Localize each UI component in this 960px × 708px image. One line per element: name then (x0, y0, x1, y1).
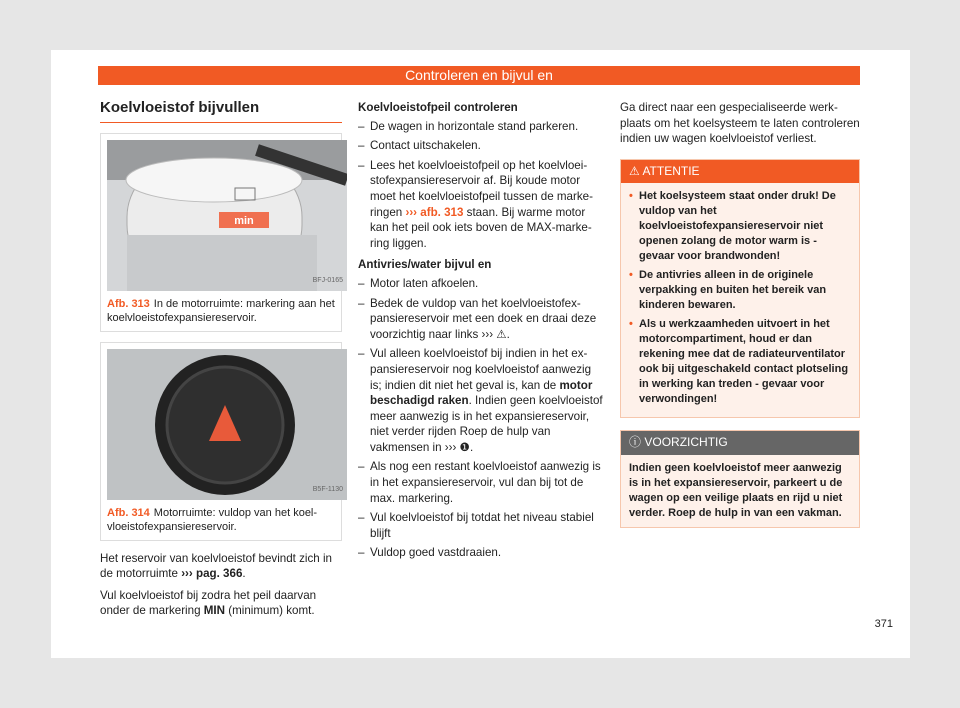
list-item (358, 158, 604, 252)
attentie-body (621, 183, 859, 417)
page-link[interactable]: ››› pag. 366 (181, 567, 243, 581)
list-item: – Vul koelvloeistof bij totdat het niveau stabiel blijft (358, 510, 604, 541)
text: . Indien geen koelvloeistof meer aanwezig is in het expansiereservoir, niet verder rijden Roep de hulp van vakmensen in ››› ❶. (370, 394, 603, 454)
subsection-title: Koelvloeistofpeil controleren (358, 101, 518, 114)
column-right (620, 100, 860, 540)
header-title: Controleren en bijvul en (405, 67, 553, 83)
min-symbol: MIN (203, 604, 226, 618)
page-number: 371 (874, 618, 893, 630)
figure-code: BFJ-0165 (312, 277, 343, 284)
figure-number: Afb. 314 (107, 506, 150, 519)
figure-code: B5F-1130 (312, 486, 343, 493)
figure-caption (107, 506, 335, 534)
attentie-list (629, 189, 851, 407)
list-item: • Als u werkzaamheden uitvoert in het motorcompartiment, houd er dan rekening mee dat de radiateurventilator ook bij uitgeschakeld contact plotseling in werking kan treden - gevaar voor verwondingen! (629, 317, 851, 407)
page-header (98, 66, 860, 85)
subsection-title: Antivries/water bijvul en (358, 258, 492, 272)
list-item: • Het koelsysteem staat onder druk! De vuldop van het koelvloeistofexpansiereservoir niet openen zolang de motor warm is - gevaar voor brandwonden! (629, 189, 851, 264)
caption-text: Motorruimte: vuldop van het koelvloeistofexpansiereservoir. (107, 506, 318, 533)
text: . (242, 567, 246, 581)
paragraph: Ga direct naar een gespecialiseerde werkplaats om het koelsysteem te laten controleren indien uw wagen koelvloeistof verliest. (620, 101, 860, 146)
reservoir-photo (107, 140, 347, 291)
list-item: • De antivries alleen in de originele verpakking en buiten het bereik van kinderen bewaren. (629, 268, 851, 313)
text: Vul koelvloeistof bij zodra het peil daarvan onder de markering (100, 588, 317, 618)
warning-icon: ⚠ (629, 163, 640, 178)
cap-photo (107, 349, 347, 500)
list-item: – Vuldop goed vastdraaien. (358, 545, 604, 561)
figure-number: Afb. 313 (107, 297, 150, 310)
text: staan. Bij warme motor kan het peil ook iets boven de MAX-markering liggen. (370, 205, 592, 250)
list-item: – Motor laten afkoelen. (358, 276, 604, 292)
text: Het reservoir van koelvloeistof bevindt zich in de motorruimte (100, 551, 332, 581)
section-title: Koelvloeistof bijvullen (100, 100, 342, 123)
text: Vul alleen koelvloeistof bij indien in het expansiereservoir nog koelvloeistof aanwezig is; indien dit niet het geval is, kan de (370, 347, 592, 392)
figure-313 (100, 133, 342, 332)
figure-314 (100, 342, 342, 541)
reservoir-illustration (107, 140, 347, 291)
attentie-header (621, 160, 859, 184)
steps-list (358, 276, 604, 561)
voorzichtig-box (620, 430, 860, 528)
notice-icon: ⓘ (629, 435, 642, 450)
list-item: – Als nog een restant koelvloeistof aanwezig is in het expansiereservoir, vul dan bij tot de max. markering. (358, 459, 604, 506)
figure-caption (107, 297, 335, 325)
column-left (100, 100, 342, 625)
min-marking-label: min (234, 214, 254, 227)
figure-link[interactable]: ››› afb. 313 (405, 205, 464, 219)
cap-illustration (107, 349, 347, 500)
list-item: – Bedek de vuldop van het koelvloeistofexpansiereservoir met een doek en draai deze voorzichtig naar links ››› ⚠. (358, 296, 604, 343)
text: (minimum) komt. (225, 604, 315, 618)
attentie-title: ATTENTIE (642, 163, 700, 178)
text: Lees het koelvloeistofpeil op het koelvloeistofexpansiereservoir af. Bij koude motor moet het koelvloeistofpeil tussen de markeringen (370, 158, 593, 219)
column-middle (358, 100, 604, 567)
list-item (358, 346, 604, 455)
voorzichtig-header (621, 431, 859, 455)
caption-text: In de motorruimte: markering aan het koelvloeistofexpansiereservoir. (107, 297, 335, 324)
list-item: – De wagen in horizontale stand parkeren. (358, 119, 604, 135)
bold-text: motor beschadigd raken (370, 378, 593, 408)
voorzichtig-body: Indien geen koelvloeistof meer aanwezig is in het expansiereservoir, parkeert u de wagen op een veilige plaats en rijd u niet verder. Roep de hulp in van een vakman. (629, 461, 843, 519)
steps-list (358, 119, 604, 252)
list-item: – Contact uitschakelen. (358, 138, 604, 154)
voorzichtig-title: VOORZICHTIG (644, 435, 728, 450)
paragraph (100, 588, 342, 619)
paragraph (100, 551, 342, 582)
attentie-box (620, 159, 860, 419)
